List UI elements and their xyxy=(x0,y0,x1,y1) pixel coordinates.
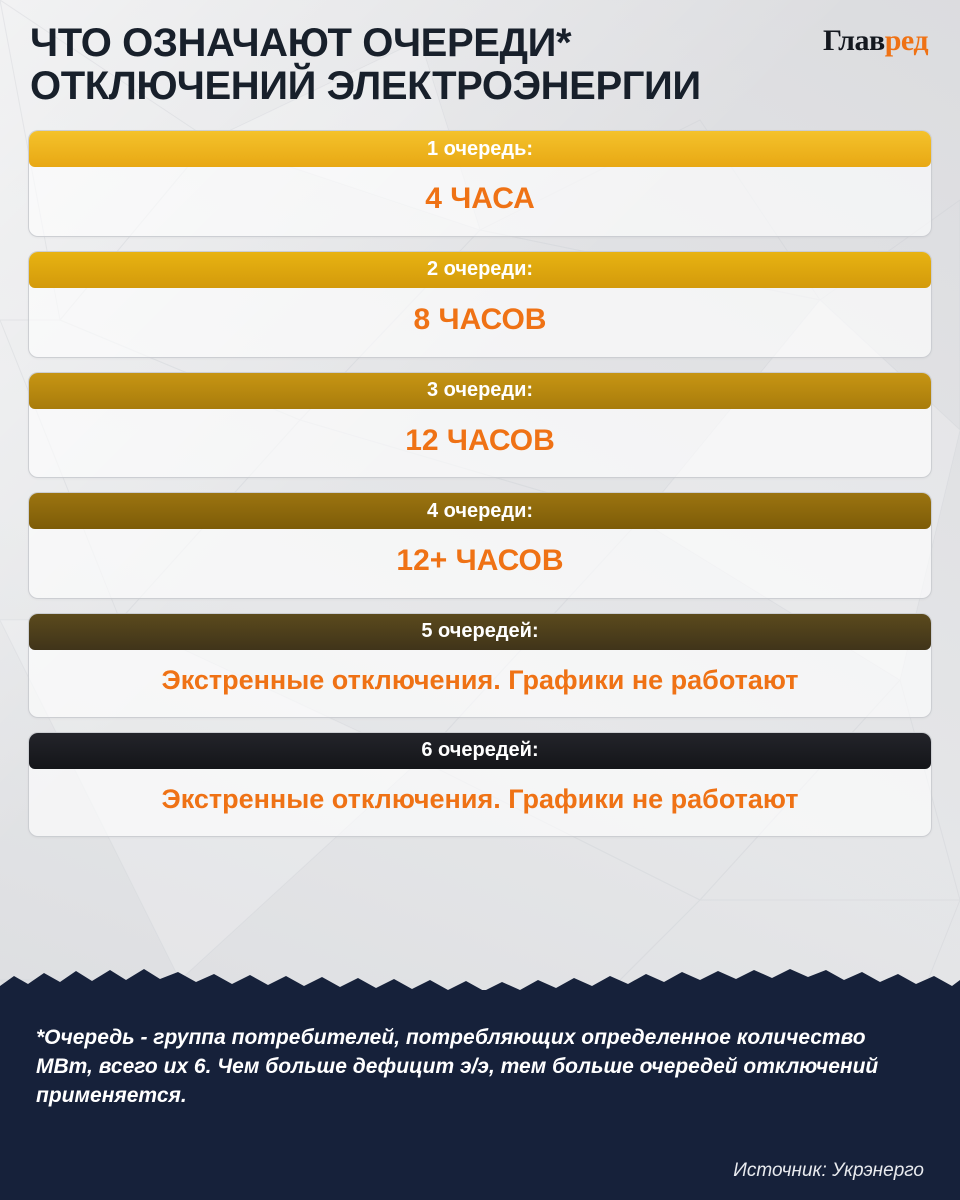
queue-card xyxy=(28,251,932,358)
logo-text-accent: ред xyxy=(884,24,928,57)
brand-logo xyxy=(823,24,928,58)
footer-content xyxy=(0,990,960,1111)
footer xyxy=(0,990,960,1200)
queue-card-value: Экстренные отключения. Графики не работают xyxy=(161,664,799,695)
queue-card xyxy=(28,130,932,237)
queue-card xyxy=(28,372,932,479)
queue-card-header: 3 очереди: xyxy=(29,373,931,409)
queue-card-list xyxy=(0,130,960,836)
queue-card xyxy=(28,492,932,599)
source-text: Источник: Укрэнерго xyxy=(733,1160,924,1181)
queue-card-header: 5 очередей: xyxy=(29,614,931,650)
queue-card xyxy=(28,613,932,718)
queue-card-value: Экстренные отключения. Графики не работают xyxy=(161,783,799,814)
queue-card-value: 4 ЧАСА xyxy=(425,182,535,216)
logo-text-primary: Глав xyxy=(822,24,885,57)
queue-card-header: 6 очередей: xyxy=(29,733,931,769)
queue-card xyxy=(28,732,932,837)
queue-card-value: 12 ЧАСОВ xyxy=(405,423,555,457)
queue-card-header: 4 очереди: xyxy=(29,493,931,529)
header xyxy=(0,0,960,108)
queue-card-header: 2 очереди: xyxy=(29,252,931,288)
queue-card-value: 8 ЧАСОВ xyxy=(413,302,547,336)
queue-card-header: 1 очередь: xyxy=(29,131,931,167)
queue-card-value: 12+ ЧАСОВ xyxy=(396,544,564,578)
footnote-text: *Очередь - группа потребителей, потребляющих определенное количество МВт, всего их 6. Чем больше дефицит э/э, тем больше очередей отключений применяется. xyxy=(36,1026,879,1107)
page-title: ЧТО ОЗНАЧАЮТ ОЧЕРЕДИ* ОТКЛЮЧЕНИЙ ЭЛЕКТРОЭНЕРГИИ xyxy=(30,21,701,109)
